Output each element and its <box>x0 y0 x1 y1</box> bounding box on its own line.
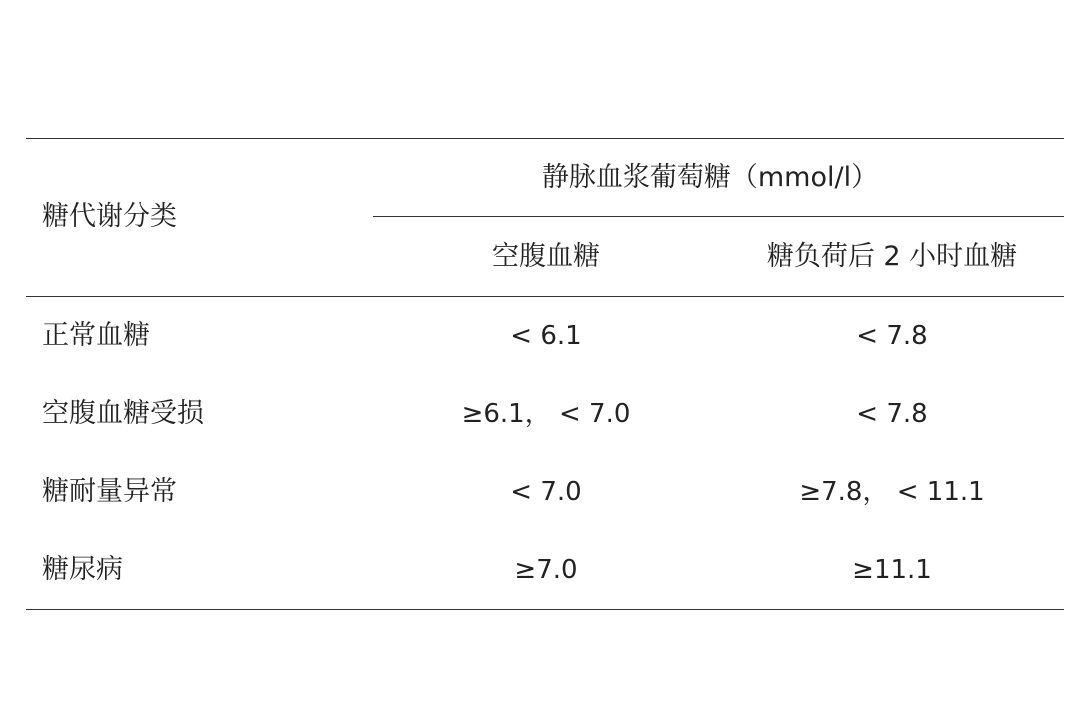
group-header: 静脉血浆葡萄糖（mmol/l） <box>541 162 879 193</box>
column-header-fasting: 空腹血糖 <box>492 241 600 272</box>
group-header-rule <box>373 216 1064 217</box>
fasting-value: ≥6.1， < 7.0 <box>461 399 631 429</box>
column-header-post-load: 糖负荷后 2 小时血糖 <box>766 241 1018 272</box>
header-bottom-rule <box>26 296 1064 297</box>
row-category: 糖耐量异常 <box>42 476 177 507</box>
row-header-label: 糖代谢分类 <box>42 201 177 232</box>
row-category: 糖尿病 <box>42 554 123 585</box>
post-load-value: < 7.8 <box>856 321 928 351</box>
post-load-value: ≥11.1 <box>852 555 932 585</box>
fasting-value: < 6.1 <box>510 321 582 351</box>
fasting-value: < 7.0 <box>510 477 582 507</box>
post-load-value: < 7.8 <box>856 399 928 429</box>
row-category: 空腹血糖受损 <box>42 398 204 429</box>
table-bottom-rule <box>26 609 1064 610</box>
post-load-value: ≥7.8， < 11.1 <box>799 477 985 507</box>
table-top-rule <box>26 138 1064 139</box>
row-category: 正常血糖 <box>42 320 150 351</box>
fasting-value: ≥7.0 <box>514 555 578 585</box>
